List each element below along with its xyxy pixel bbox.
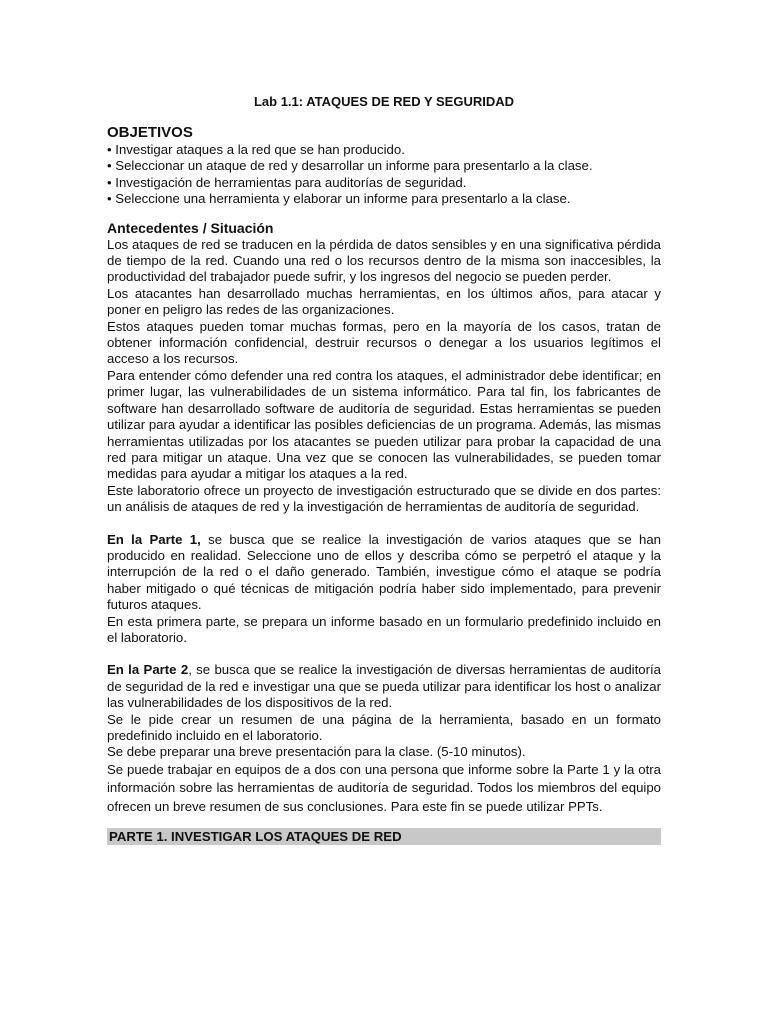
paragraph: Se debe preparar una breve presentación para la clase. (5-10 minutos). xyxy=(107,744,526,760)
objetivos-heading: OBJETIVOS xyxy=(107,124,193,141)
list-item: • Investigar ataques a la red que se han producido. xyxy=(107,142,405,157)
paragraph: Los atacantes han desarrollado muchas herramientas, en los últimos años, para atacar y poner en peligro las redes de las organizaciones. xyxy=(107,285,661,318)
list-item: • Investigación de herramientas para auditorías de seguridad. xyxy=(107,174,467,190)
paragraph: En esta primera parte, se prepara un informe basado en un formulario predefinido incluido en el laboratorio. xyxy=(107,613,661,645)
parte2-label: En la Parte 2 xyxy=(107,662,189,678)
parte1-paragraph xyxy=(107,532,661,614)
paragraph: Se puede trabajar en equipos de a dos con una persona que informe sobre la Parte 1 y la otra información sobre las herramientas de auditoría de seguridad. Todos los miembros del equipo ofrecen un breve resumen de sus conclusiones. Para este fin se puede utilizar PPTs. xyxy=(107,761,661,814)
list-item: • Seleccionar un ataque de red y desarrollar un informe para presentarlo a la clase. xyxy=(107,158,593,174)
parte1-text: se busca que se realice la investigación de varios ataques que se han producido en realidad. Seleccione uno de ellos y describa cómo se perpetró el ataque y la interrupción de la red o el daño generado. También, investigue cómo el ataque se podría haber mitigado o qué técnicas de mitigación podría haber sido implementado, para prevenir futuros ataques. xyxy=(107,531,662,613)
objetivos-list xyxy=(107,142,661,208)
paragraph: Los ataques de red se traducen en la pérdida de datos sensibles y en una significativa pérdida de tiempo de la red. Cuando una red o los recursos dentro de la misma son inaccesibles, la productividad del trabajador puede sufrir, y los ingresos del negocio se pueden perder. xyxy=(107,236,661,285)
document-body xyxy=(107,124,661,845)
parte2-text: , se busca que se realice la investigación de diversas herramientas de auditoría de seguridad de la red e investigar una que se pueda utilizar para identificar los host o analizar las vulnerabilidades de los dispositivos de la red. xyxy=(107,662,661,711)
parte1-label: En la Parte 1, xyxy=(107,531,201,547)
paragraph: Estos ataques pueden tomar muchas formas, pero en la mayoría de los casos, tratan de obtener información confidencial, destruir recursos o denegar a los usuarios legítimos el acceso a los recursos. xyxy=(107,318,661,367)
paragraph: Para entender cómo defender una red contra los ataques, el administrador debe identificar; en primer lugar, las vulnerabilidades de un sistema informático. Para tal fin, los fabricantes de software han desarrollado software de auditoría de seguridad. Estas herramientas se pueden utilizar para ayudar a identificar las posibles deficiencias de un programa. Además, las mismas herramientas utilizadas por los atacantes se pueden utilizar para probar la capacidad de una red para mitigar un ataque. Una vez que se conocen las vulnerabilidades, se pueden tomar medidas para ayudar a mitigar los ataques a la red. xyxy=(107,367,661,482)
parte2-paragraph xyxy=(107,662,661,711)
section-heading-bar: PARTE 1. INVESTIGAR LOS ATAQUES DE RED xyxy=(107,828,661,845)
list-item: • Seleccione una herramienta y elaborar un informe para presentarlo a la clase. xyxy=(107,191,571,207)
paragraph: Se le pide crear un resumen de una página de la herramienta, basado en un formato predefinido incluido en el laboratorio. xyxy=(107,711,661,743)
document-title: Lab 1.1: ATAQUES DE RED Y SEGURIDAD xyxy=(253,94,515,109)
antecedentes-heading: Antecedentes / Situación xyxy=(107,219,274,236)
paragraph: Este laboratorio ofrece un proyecto de investigación estructurado que se divide en dos partes: un análisis de ataques de red y la investigación de herramientas de auditoría de seguridad. xyxy=(107,482,661,515)
